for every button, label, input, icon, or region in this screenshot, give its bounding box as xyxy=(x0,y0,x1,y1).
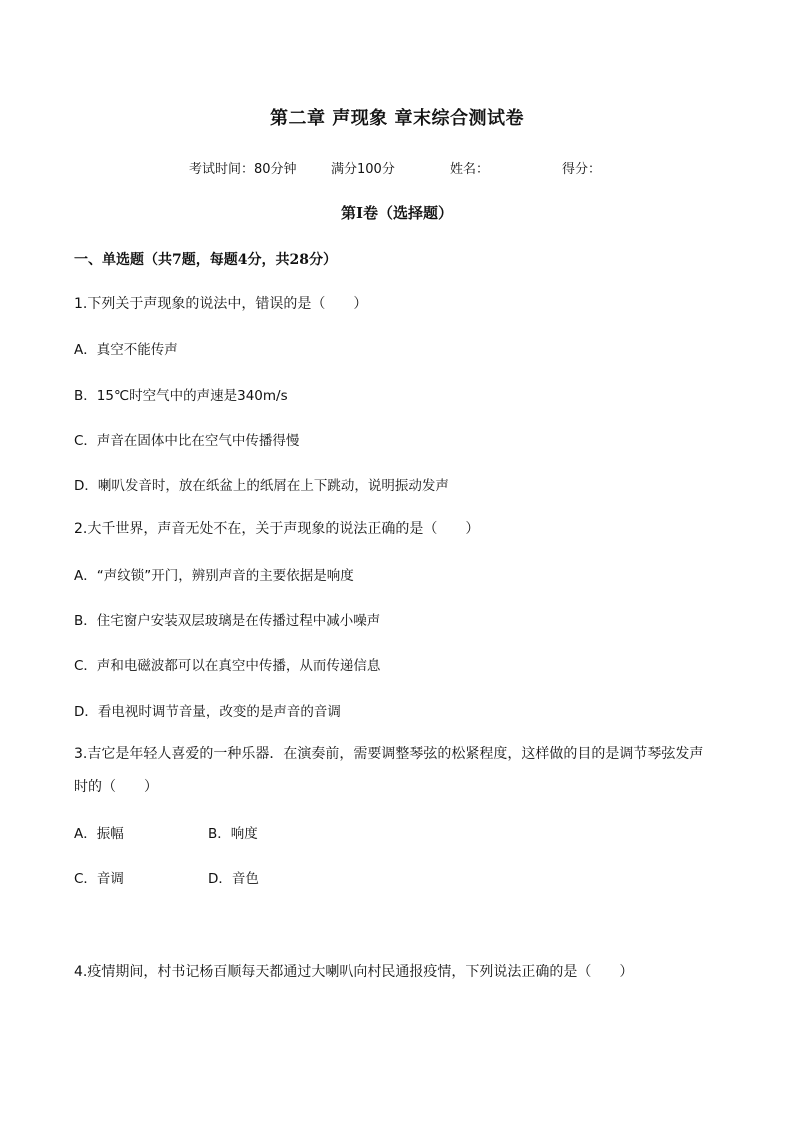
part-title: 一、单选题（共7题，每题4分，共28分） xyxy=(74,252,337,268)
question-1-option-a: A．真空不能传声 xyxy=(74,342,178,358)
question-3-option-c: C．音调 xyxy=(74,871,124,887)
exam-time: 考试时间：80分钟 xyxy=(189,162,297,177)
question-1-stem: 1.下列关于声现象的说法中，错误的是（ ） xyxy=(74,296,368,312)
question-3-option-b: B．响度 xyxy=(208,826,258,842)
question-2-stem: 2.大千世界，声音无处不在，关于声现象的说法正确的是（ ） xyxy=(74,521,480,537)
question-2-option-d: D．看电视时调节音量，改变的是声音的音调 xyxy=(74,704,341,720)
question-3-stem-line2: 时的（ ） xyxy=(74,779,158,795)
question-3-option-a: A．振幅 xyxy=(74,826,124,842)
question-4-stem: 4.疫情期间，村书记杨百顺每天都通过大喇叭向村民通报疫情，下列说法正确的是（ ） xyxy=(74,964,634,980)
question-1-option-b: B．15℃时空气中的声速是340m/s xyxy=(74,388,288,404)
question-2-option-c: C．声和电磁波都可以在真空中传播，从而传递信息 xyxy=(74,658,381,674)
question-2-option-b: B．住宅窗户安装双层玻璃是在传播过程中减小噪声 xyxy=(74,613,381,629)
question-3-stem-line1: 3.吉它是年轻人喜爱的一种乐器．在演奏前，需要调整琴弦的松紧程度，这样做的目的是调节琴弦发声 xyxy=(74,746,704,762)
question-3-option-d: D．音色 xyxy=(208,871,259,887)
page-title: 第二章 声现象 章末综合测试卷 xyxy=(269,108,525,129)
full-score: 满分100分 xyxy=(331,162,395,177)
question-1-option-d: D．喇叭发音时，放在纸盆上的纸屑在上下跳动，说明振动发声 xyxy=(74,478,449,494)
question-1-option-c: C．声音在固体中比在空气中传播得慢 xyxy=(74,433,300,449)
name-label: 姓名： xyxy=(450,162,490,177)
score-label: 得分： xyxy=(562,162,602,177)
question-2-option-a: A．“声纹锁”开门，辨别声音的主要依据是响度 xyxy=(74,568,354,584)
section-title: 第I卷（选择题） xyxy=(340,204,454,222)
